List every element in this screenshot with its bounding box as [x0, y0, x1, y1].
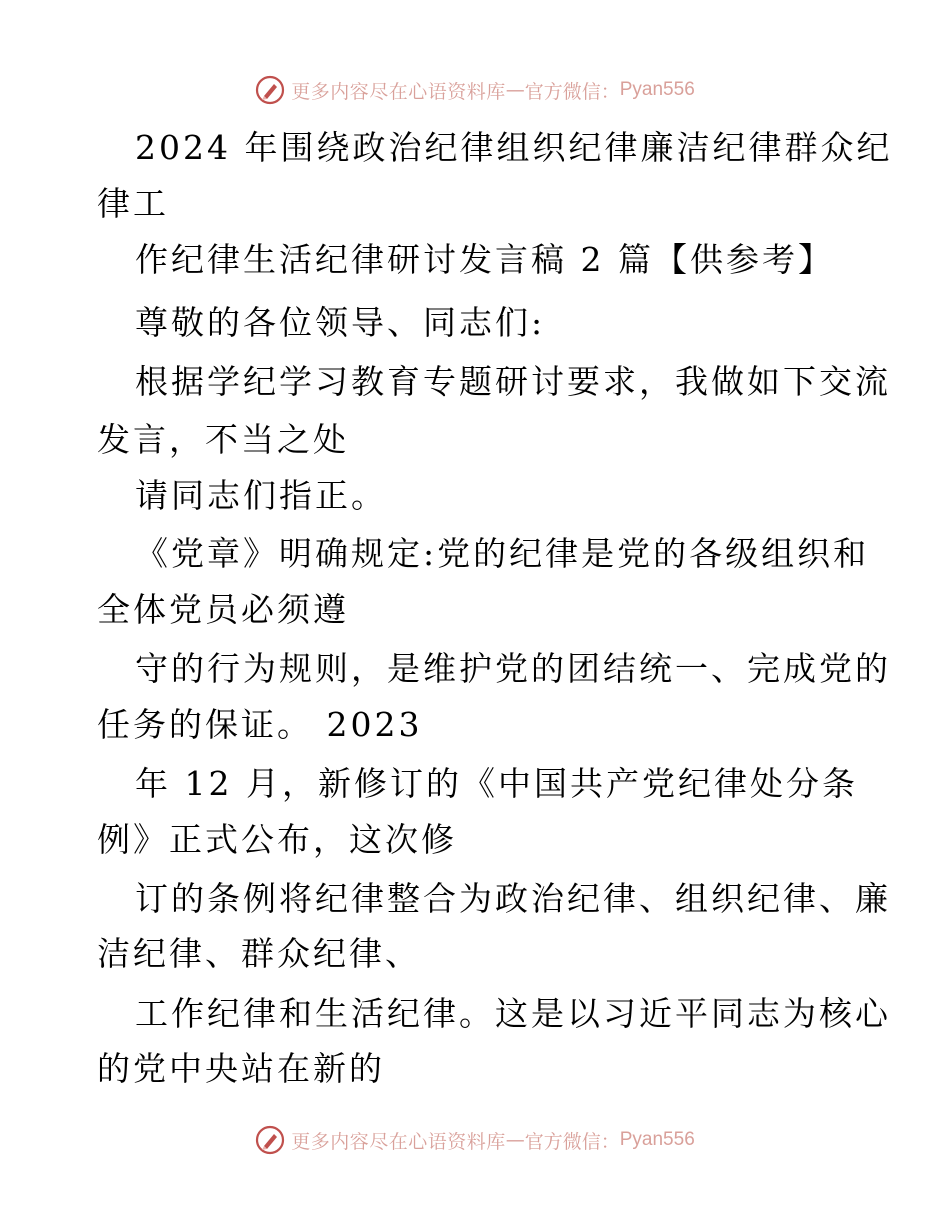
paragraph-line: 例》正式公布，这次修 — [97, 820, 457, 859]
paragraph-line: 根据学纪学习教育专题研讨要求，我做如下交流 — [135, 362, 891, 401]
paragraph-line: 年 12 月，新修订的《中国共产党纪律处分条 — [135, 764, 858, 803]
paragraph-line: 任务的保证。 2023 — [97, 705, 423, 744]
paragraph-line: 洁纪律、群众纪律、 — [97, 934, 421, 973]
watermark-wechat-id: Pyan556 — [619, 79, 695, 100]
paragraph-line: 订的条例将纪律整合为政治纪律、组织纪律、廉 — [135, 879, 891, 918]
header-watermark — [0, 70, 950, 110]
watermark-wechat-id: Pyan556 — [619, 1129, 695, 1150]
watermark-separator: — — [505, 79, 525, 101]
watermark-wechat-label: 官方微信： — [524, 80, 620, 103]
title-line-2: 律工 — [97, 184, 169, 223]
title-line-3: 作纪律生活纪律研讨发言稿 2 篇【供参考】 — [135, 240, 834, 279]
paragraph-line: 全体党员必须遵 — [97, 590, 349, 629]
watermark-separator: — — [505, 1129, 525, 1151]
paragraph-line: 《党章》明确规定:党的纪律是党的各级组织和 — [135, 534, 870, 573]
salutation: 尊敬的各位领导、同志们: — [135, 303, 546, 342]
pen-logo-icon — [255, 75, 285, 105]
paragraph-line: 请同志们指正。 — [135, 476, 387, 515]
watermark-wechat-label: 官方微信： — [524, 1130, 620, 1153]
watermark-text: 更多内容尽在心语资料库 — [291, 80, 506, 103]
pen-logo-icon — [255, 1125, 285, 1155]
paragraph-line: 守的行为规则，是维护党的团结统一、完成党的 — [135, 649, 891, 688]
paragraph-line: 发言，不当之处 — [97, 420, 349, 459]
title-line-1: 2024 年围绕政治纪律组织纪律廉洁纪律群众纪 — [135, 128, 893, 167]
watermark-text: 更多内容尽在心语资料库 — [291, 1130, 506, 1153]
footer-watermark — [0, 1120, 950, 1160]
paragraph-line: 工作纪律和生活纪律。这是以习近平同志为核心 — [135, 994, 891, 1033]
paragraph-line: 的党中央站在新的 — [97, 1049, 385, 1088]
